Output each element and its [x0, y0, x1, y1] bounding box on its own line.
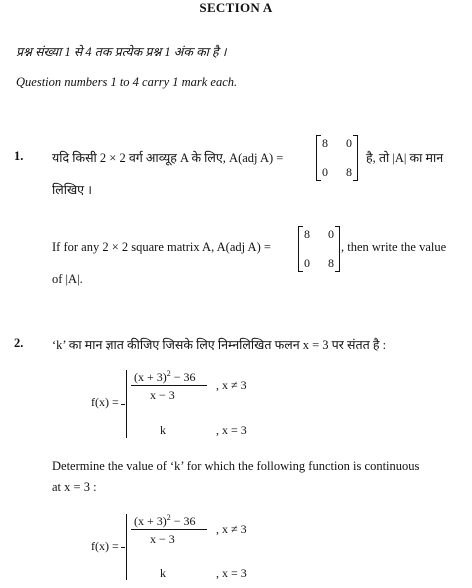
function-label: f(x) =	[91, 539, 119, 553]
question-1-english-line2: of |A|.	[52, 272, 83, 286]
question-1-number: 1.	[14, 149, 24, 163]
case-1-condition: , x ≠ 3	[216, 378, 247, 392]
numerator-exponent: 2	[166, 513, 171, 522]
matrix-cell: 0	[304, 256, 310, 270]
matrix-cell: 8	[304, 227, 310, 241]
numerator-rest: − 36	[170, 370, 196, 384]
numerator-base: (x + 3)	[134, 514, 167, 528]
numerator-base: (x + 3)	[134, 370, 167, 384]
case-2-value: k	[160, 423, 166, 437]
question-2-english-line1: Determine the value of ‘k’ for which the following function is continuous	[52, 459, 420, 473]
matrix-cell: 0	[346, 136, 352, 150]
fraction-numerator	[134, 369, 196, 385]
question-1-english-text: If for any 2 × 2 square matrix A, A(adj A) =	[52, 240, 271, 254]
case-2-value: k	[160, 566, 166, 580]
matrix-cell: 8	[346, 165, 352, 179]
case-2-condition: , x = 3	[216, 566, 247, 580]
question-1-english-matrix	[298, 226, 340, 272]
matrix-cell: 8	[322, 136, 328, 150]
question-2-english-line2: at x = 3 :	[52, 480, 97, 494]
case-1-condition: , x ≠ 3	[216, 522, 247, 536]
matrix-cell: 8	[328, 256, 334, 270]
numerator-exponent: 2	[166, 369, 171, 378]
question-1-hindi-text: यदि किसी 2 × 2 वर्ग आव्यूह A के लिए, A(adj A) =	[52, 151, 284, 165]
matrix-cell: 0	[328, 227, 334, 241]
numerator-rest: − 36	[170, 514, 196, 528]
instruction-english: Question numbers 1 to 4 carry 1 mark each.	[16, 75, 238, 89]
piecewise-brace	[126, 514, 127, 580]
function-label: f(x) =	[91, 395, 119, 409]
fraction-bar	[131, 385, 207, 386]
brace-tick	[121, 404, 125, 405]
fraction-denominator: x − 3	[150, 388, 175, 402]
question-1-hindi-text-after: है, तो |A| का मान	[366, 151, 444, 165]
case-2-condition: , x = 3	[216, 423, 247, 437]
fraction-numerator	[134, 513, 196, 529]
fraction-denominator: x − 3	[150, 532, 175, 546]
piecewise-brace	[126, 370, 127, 438]
section-title: SECTION A	[199, 0, 273, 15]
question-2-hindi-text: ‘k’ का मान ज्ञात कीजिए जिसके लिए निम्नलिखित फलन x = 3 पर संतत है :	[52, 338, 387, 352]
instruction-hindi: प्रश्न संख्या 1 से 4 तक प्रत्येक प्रश्न 1 अंक का है ।	[16, 45, 227, 59]
question-1-english-text-after: , then write the value	[341, 240, 447, 254]
question-2-number: 2.	[14, 336, 24, 350]
brace-tick	[121, 547, 125, 548]
question-1-hindi-matrix	[316, 135, 358, 181]
fraction-bar	[131, 529, 207, 530]
question-1-hindi-line2: लिखिए ।	[52, 183, 92, 197]
matrix-cell: 0	[322, 165, 328, 179]
